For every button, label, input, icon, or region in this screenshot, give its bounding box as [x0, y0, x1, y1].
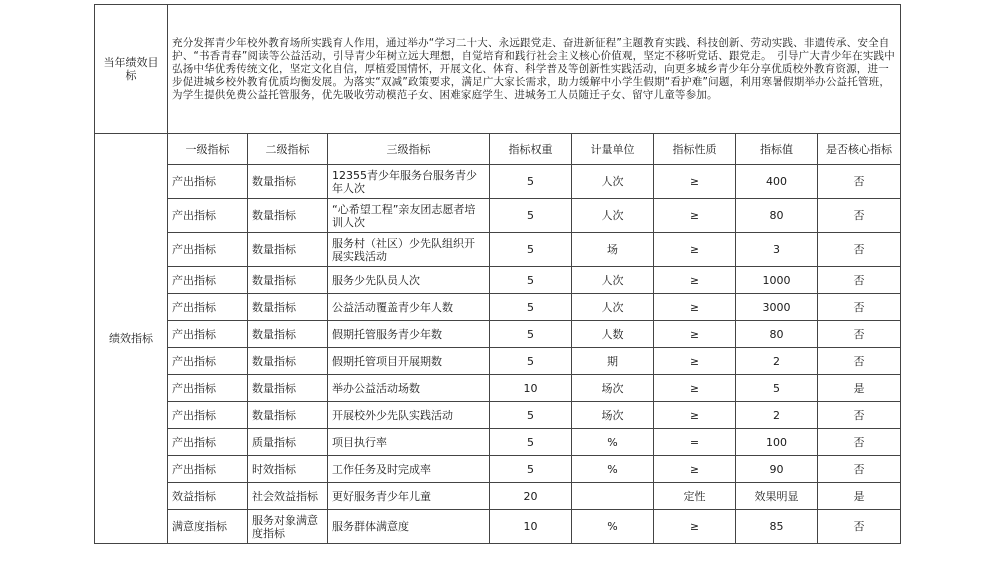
cell-core: 否 — [818, 199, 901, 233]
cell-nature: ≥ — [654, 456, 736, 483]
cell-level1: 产出指标 — [168, 294, 248, 321]
cell-level2: 时效指标 — [248, 456, 328, 483]
cell-core: 否 — [818, 233, 901, 267]
cell-unit: 场次 — [572, 375, 654, 402]
cell-value: 1000 — [736, 267, 818, 294]
cell-level1: 产出指标 — [168, 233, 248, 267]
header-weight: 指标权重 — [490, 134, 572, 165]
cell-unit: 人次 — [572, 267, 654, 294]
cell-core: 是 — [818, 375, 901, 402]
cell-level2: 数量指标 — [248, 321, 328, 348]
cell-level1: 产出指标 — [168, 348, 248, 375]
indicator-row — [95, 483, 901, 510]
header-level1: 一级指标 — [168, 134, 248, 165]
cell-core: 否 — [818, 294, 901, 321]
cell-weight: 5 — [490, 165, 572, 199]
cell-level1: 产出指标 — [168, 402, 248, 429]
indicator-row — [95, 456, 901, 483]
cell-level3: 工作任务及时完成率 — [328, 456, 490, 483]
cell-weight: 5 — [490, 321, 572, 348]
cell-value: 3000 — [736, 294, 818, 321]
cell-level3: “心希望工程”亲友团志愿者培训人次 — [328, 199, 490, 233]
cell-core: 否 — [818, 165, 901, 199]
goal-text: 充分发挥青少年校外教育场所实践育人作用，通过举办“学习二十大、永远跟党走、奋进新征程”主题教育实践、科技创新、劳动实践、非遗传承、安全自护、“书香青春”阅读等公益活动，引导青少年树立远大理想，自觉培育和践行社会主义核心价值观，坚定不移听党话、跟党走。 引导广大青少年在实践中弘扬中华优秀传统文化，坚定文化自信，厚植爱国情怀，开展文化、体育、科学普及等创新性实践活动，向更多城乡青少年分享优质校外教育资源，进一步促进城乡校外教育优质均衡发展。为落实“双减”政策要求，满足广大家长需求，助力缓解中小学生假期“看护难”问题，利用寒暑假期举办公益托管班，为学生提供免费公益托管服务，优先吸收劳动模范子女、困难家庭学生、进城务工人员随迁子女、留守儿童等参加。 — [168, 5, 901, 134]
header-core: 是否核心指标 — [818, 134, 901, 165]
performance-indicator-label: 绩效指标 — [95, 134, 168, 544]
cell-level3: 服务村（社区）少先队组织开展实践活动 — [328, 233, 490, 267]
cell-value: 5 — [736, 375, 818, 402]
cell-level2: 质量指标 — [248, 429, 328, 456]
cell-value: 2 — [736, 402, 818, 429]
cell-level3: 12355青少年服务台服务青少年人次 — [328, 165, 490, 199]
cell-level1: 产出指标 — [168, 165, 248, 199]
indicator-row — [95, 267, 901, 294]
cell-unit: 场 — [572, 233, 654, 267]
cell-core: 否 — [818, 402, 901, 429]
cell-value: 100 — [736, 429, 818, 456]
cell-nature: ≥ — [654, 321, 736, 348]
cell-level1: 产出指标 — [168, 199, 248, 233]
indicator-row — [95, 321, 901, 348]
cell-unit: % — [572, 456, 654, 483]
cell-level1: 效益指标 — [168, 483, 248, 510]
cell-level3: 服务少先队员人次 — [328, 267, 490, 294]
cell-value: 90 — [736, 456, 818, 483]
cell-value: 80 — [736, 199, 818, 233]
indicator-row — [95, 348, 901, 375]
cell-level2: 数量指标 — [248, 375, 328, 402]
cell-weight: 5 — [490, 267, 572, 294]
header-level2: 二级指标 — [248, 134, 328, 165]
cell-value: 400 — [736, 165, 818, 199]
cell-level1: 产出指标 — [168, 375, 248, 402]
cell-level2: 数量指标 — [248, 348, 328, 375]
cell-level2: 社会效益指标 — [248, 483, 328, 510]
cell-nature: ≥ — [654, 165, 736, 199]
cell-unit: 人次 — [572, 199, 654, 233]
cell-value: 80 — [736, 321, 818, 348]
cell-level3: 更好服务青少年儿童 — [328, 483, 490, 510]
cell-level3: 举办公益活动场数 — [328, 375, 490, 402]
cell-nature: ≥ — [654, 348, 736, 375]
cell-weight: 5 — [490, 199, 572, 233]
cell-nature: ≥ — [654, 510, 736, 544]
cell-level3: 项目执行率 — [328, 429, 490, 456]
cell-value: 3 — [736, 233, 818, 267]
cell-level2: 数量指标 — [248, 267, 328, 294]
cell-weight: 10 — [490, 375, 572, 402]
indicator-row — [95, 402, 901, 429]
goal-label: 当年绩效目标 — [95, 5, 168, 134]
cell-nature: ≥ — [654, 267, 736, 294]
cell-core: 是 — [818, 483, 901, 510]
cell-core: 否 — [818, 267, 901, 294]
header-value: 指标值 — [736, 134, 818, 165]
cell-level2: 数量指标 — [248, 165, 328, 199]
cell-value: 2 — [736, 348, 818, 375]
indicator-row — [95, 294, 901, 321]
cell-level2: 数量指标 — [248, 199, 328, 233]
indicator-row — [95, 510, 901, 544]
cell-nature: ≥ — [654, 294, 736, 321]
cell-value: 85 — [736, 510, 818, 544]
cell-unit: 场次 — [572, 402, 654, 429]
cell-core: 否 — [818, 510, 901, 544]
cell-unit: 人数 — [572, 321, 654, 348]
cell-level1: 产出指标 — [168, 267, 248, 294]
cell-unit: % — [572, 510, 654, 544]
cell-level3: 开展校外少先队实践活动 — [328, 402, 490, 429]
cell-nature: ≥ — [654, 199, 736, 233]
cell-unit: 期 — [572, 348, 654, 375]
cell-nature: ≥ — [654, 233, 736, 267]
cell-unit: 人次 — [572, 294, 654, 321]
cell-weight: 10 — [490, 510, 572, 544]
indicator-row — [95, 375, 901, 402]
cell-level1: 产出指标 — [168, 456, 248, 483]
cell-level2: 服务对象满意度指标 — [248, 510, 328, 544]
cell-level2: 数量指标 — [248, 402, 328, 429]
cell-unit — [572, 483, 654, 510]
cell-level2: 数量指标 — [248, 233, 328, 267]
cell-weight: 5 — [490, 348, 572, 375]
cell-weight: 20 — [490, 483, 572, 510]
indicator-header-row — [95, 134, 901, 165]
cell-level1: 产出指标 — [168, 429, 248, 456]
cell-unit: % — [572, 429, 654, 456]
cell-core: 否 — [818, 348, 901, 375]
cell-level2: 数量指标 — [248, 294, 328, 321]
indicator-row — [95, 429, 901, 456]
cell-core: 否 — [818, 321, 901, 348]
indicator-row — [95, 199, 901, 233]
header-level3: 三级指标 — [328, 134, 490, 165]
indicator-row — [95, 165, 901, 199]
cell-nature: ≥ — [654, 402, 736, 429]
performance-goal-table — [94, 4, 901, 544]
cell-nature: = — [654, 429, 736, 456]
cell-weight: 5 — [490, 429, 572, 456]
header-nature: 指标性质 — [654, 134, 736, 165]
cell-level3: 服务群体满意度 — [328, 510, 490, 544]
cell-weight: 5 — [490, 456, 572, 483]
cell-level1: 满意度指标 — [168, 510, 248, 544]
cell-weight: 5 — [490, 294, 572, 321]
cell-level3: 假期托管服务青少年数 — [328, 321, 490, 348]
cell-weight: 5 — [490, 233, 572, 267]
cell-level3: 假期托管项目开展期数 — [328, 348, 490, 375]
cell-value: 效果明显 — [736, 483, 818, 510]
cell-core: 否 — [818, 456, 901, 483]
header-unit: 计量单位 — [572, 134, 654, 165]
cell-nature: 定性 — [654, 483, 736, 510]
cell-unit: 人次 — [572, 165, 654, 199]
cell-level3: 公益活动覆盖青少年人数 — [328, 294, 490, 321]
cell-nature: ≥ — [654, 375, 736, 402]
indicator-row — [95, 233, 901, 267]
cell-level1: 产出指标 — [168, 321, 248, 348]
cell-core: 否 — [818, 429, 901, 456]
cell-weight: 5 — [490, 402, 572, 429]
goal-row — [95, 5, 901, 134]
